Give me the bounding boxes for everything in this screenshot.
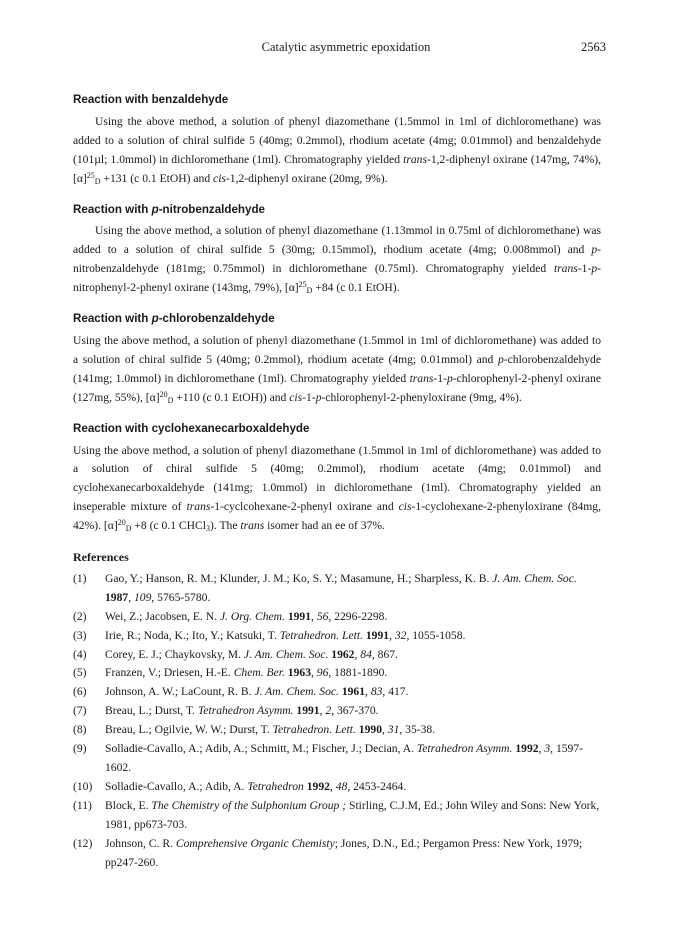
text-run: Irie, R.; Noda, K.; Ito, Y.; Katsuki, T. [105, 628, 280, 642]
text-run: p [315, 390, 322, 404]
reference-number: (2) [73, 609, 87, 623]
text-run: -chlorophenyl-2-phenyl oxirane (127mg, 55%), [α] [73, 371, 601, 404]
section-heading [73, 420, 601, 439]
superscript-text: 25 [298, 280, 307, 290]
procedure-paragraph [73, 113, 601, 189]
reference-text [105, 627, 601, 646]
text-run: -1-cyclcohexane-2-phenyl oxirane and [210, 500, 399, 514]
body-column [73, 91, 601, 872]
text-run: , [365, 685, 371, 699]
subscript-text: D [167, 395, 174, 405]
text-run: , [128, 590, 134, 604]
text-run: , [389, 628, 395, 642]
reference-text [105, 778, 601, 797]
reference-item [73, 778, 601, 797]
text-run: p [446, 371, 453, 385]
reference-text [105, 702, 601, 721]
procedure-paragraph [73, 332, 601, 408]
text-run: 84 [360, 647, 372, 661]
reaction-section [73, 91, 601, 189]
text-run: , [319, 704, 326, 718]
reference-text [105, 646, 601, 665]
text-run: 1991 [287, 609, 312, 623]
text-run: -nitrobenzaldehyde (181mg; 0.75mmol) in dichloromethane (0.75ml). Chromatography yielded [73, 243, 601, 276]
text-run: Chem. Ber. [233, 666, 285, 680]
subscript-text: D [94, 176, 101, 186]
text-run: The Chemistry of the Sulphonium Group ; [151, 798, 347, 812]
reference-text [105, 683, 601, 702]
reference-number: (1) [73, 571, 87, 585]
text-run: Tetrahedron [247, 779, 304, 793]
text-run: isomer had an ee of 37%. [264, 519, 385, 533]
text-run: Breau, L.; Durst, T. [105, 704, 198, 718]
text-run: Solladie-Cavallo, A.; Adib, A. [105, 779, 248, 793]
text-run: 96 [316, 666, 329, 680]
reference-text [105, 740, 601, 778]
text-run: , 1055-1058. [406, 628, 466, 642]
text-run: -nitrophenyl-2-phenyl oxirane (143mg, 79%), [α] [73, 262, 601, 295]
section-heading [73, 310, 601, 329]
text-run: Comprehensive Organic Chemisty [175, 836, 335, 850]
subscript-text: 3 [206, 524, 210, 534]
subscript-text: D [306, 286, 313, 296]
text-run: 32 [394, 628, 407, 642]
text-run: cis [289, 390, 303, 404]
text-run: 1987 [105, 590, 129, 604]
references-section [73, 548, 601, 872]
text-run: 1962 [331, 647, 355, 661]
text-run: , 1597-1602. [105, 742, 583, 774]
text-run: 2 [325, 704, 332, 718]
reference-item [73, 683, 601, 702]
text-run: Using the above method, a solution of phenyl diazomethane (1.5mmol in 1ml of dichloromethane) was added to a solution of chiral sulfide 5 (40mg; 0.2mmol), rhodium acetate (4mg; 0.01mmol) and [73, 333, 601, 366]
text-run: J. Am. Chem. Soc. [492, 571, 577, 585]
superscript-text: 20 [117, 518, 126, 528]
text-run: -chlorobenzaldehyde (141mg; 1.0mmol) in dichloromethane (1ml). Chromatography yielded [73, 352, 601, 385]
page-number: 2563 [581, 40, 606, 54]
heading-text: Reaction with cyclohexanecarboxaldehyde [73, 421, 310, 435]
heading-text: -nitrobenzaldehyde [158, 202, 265, 216]
heading-text: p [151, 312, 159, 326]
text-run: Using the above method, a solution of phenyl diazomethane (1.5mmol in 1ml of dichloromethane) was added to a solution of chiral sulfide 5 (40mg; 0.2mmol), rhodium acetate (4mg; 0.01mmol) and cyclohexanecarboxaldehyde (141mg; 1.0mmol) in dichloromethane (1ml). Chromatography yielded an inseperable mixture of [73, 443, 601, 514]
running-head [0, 38, 692, 56]
text-run: Tetrahedron. Lett. [279, 628, 363, 642]
reference-item [73, 740, 601, 778]
text-run: , [381, 723, 388, 737]
text-run: ). The [210, 519, 241, 533]
section-heading [73, 201, 601, 220]
text-run: -1,2-diphenyl oxirane (20mg, 9%). [225, 171, 388, 185]
text-run: p [591, 262, 598, 276]
text-run: Wei, Z.; Jacobsen, E. N. [105, 609, 220, 623]
reference-number: (4) [73, 647, 87, 661]
text-run: , 2453-2464. [347, 779, 407, 793]
text-run: , [538, 742, 545, 756]
heading-text: p [151, 202, 159, 216]
experimental-sections [73, 91, 601, 536]
text-run: +8 (c 0.1 CHCl [131, 519, 206, 533]
reference-number: (8) [73, 723, 87, 737]
text-run: , [311, 609, 317, 623]
reference-list [73, 570, 601, 873]
text-run: trans [240, 519, 265, 533]
text-run: Stirling, C.J.M, Ed.; John Wiley and Sons: New York, 1981, pp673-703. [105, 798, 600, 831]
text-run: , [354, 647, 361, 661]
text-run: , 35-38. [399, 723, 436, 737]
heading-text: -chlorobenzaldehyde [158, 312, 275, 326]
text-run: , [310, 666, 317, 680]
text-run: , 2296-2298. [328, 609, 388, 623]
text-run: 1991 [365, 628, 390, 642]
reference-item [73, 721, 601, 740]
text-run: Solladie-Cavallo, A.; Adib, A.; Schmitt, M.; Fischer, J.; Decian, A. [105, 742, 417, 756]
reference-text [105, 570, 601, 608]
text-run: Tetrahedron Asymm. [416, 742, 513, 756]
text-run: Tetrahedron. Lett. [272, 723, 356, 737]
text-run: trans [186, 500, 211, 514]
text-run: Using the above method, a solution of phenyl diazomethane (1.5mmol in 1ml of dichloromethane) was added to a solution of chiral sulfide 5 (40mg; 0.2mmol), rhodium acetate (4mg; 0.01mmol) and benzaldehyde (101µl; 1.0mmol) in dichloromethane (1ml). Chromatography yielded [73, 114, 601, 166]
reference-item [73, 627, 601, 646]
text-run: +131 (c 0.1 EtOH) and [100, 171, 214, 185]
reference-number: (12) [73, 836, 93, 850]
reference-item [73, 702, 601, 721]
reference-number: (5) [73, 666, 87, 680]
text-run: 1992 [515, 742, 539, 756]
text-run: cis [398, 500, 412, 514]
reference-number: (3) [73, 628, 87, 642]
text-run: trans [409, 371, 434, 385]
text-run: -1- [433, 371, 447, 385]
text-run: , [329, 779, 336, 793]
text-run: , 367-370. [331, 704, 379, 718]
text-run: Tetrahedron Asymm. [197, 704, 294, 718]
reference-item [73, 664, 601, 683]
text-run: 56 [316, 609, 329, 623]
reference-number: (9) [73, 742, 87, 756]
heading-text: Reaction with [73, 202, 152, 216]
running-title: Catalytic asymmetric epoxidation [261, 40, 431, 54]
text-run: -chlorophenyl-2-phenyloxirane (9mg, 4%). [321, 390, 522, 404]
text-run: Gao, Y.; Hanson, R. M.; Klunder, J. M.; Ko, S. Y.; Masamune, H.; Sharpless, K. B. [105, 571, 493, 585]
text-run: Block, E. [105, 798, 152, 812]
text-run: 1963 [287, 666, 311, 680]
text-run: Franzen, V.; Driesen, H.-E. [105, 666, 234, 680]
text-run: J. Am. Chem. Soc. [254, 685, 339, 699]
reference-item [73, 835, 601, 873]
superscript-text: 25 [86, 170, 95, 180]
superscript-text: 20 [159, 389, 168, 399]
heading-text: Reaction with benzaldehyde [73, 93, 229, 106]
reference-text [105, 835, 601, 873]
text-run: 31 [387, 723, 400, 737]
text-run: 83 [370, 685, 383, 699]
text-run: 48 [335, 779, 348, 793]
text-run: +110 (c 0.1 EtOH)) and [173, 390, 290, 404]
text-run: p [591, 243, 598, 257]
reference-item [73, 570, 601, 608]
text-run: trans [403, 152, 427, 166]
text-run: , 1881-1890. [328, 666, 388, 680]
section-heading [73, 91, 601, 110]
text-run: ; Jones, D.N., Ed.; Pergamon Press: New York, 1979; pp247-260. [105, 836, 583, 869]
text-run: Johnson, A. W.; LaCount, R. B. [105, 685, 255, 699]
reference-text [105, 608, 601, 627]
text-run: 1992 [306, 779, 330, 793]
reference-number: (6) [73, 685, 87, 699]
references-heading: References [73, 550, 129, 565]
text-run: 1961 [341, 685, 366, 699]
reaction-section [73, 420, 601, 536]
procedure-paragraph [73, 442, 601, 537]
text-run: Corey, E. J.; Chaykovsky, M. [105, 647, 244, 661]
reference-text [105, 797, 601, 835]
text-run: Breau, L.; Ogilvie, W. W.; Durst, T. [105, 723, 273, 737]
text-run: , 867. [371, 647, 398, 661]
text-run: 1991 [296, 704, 320, 718]
reference-item [73, 608, 601, 627]
text-run: cis [213, 171, 226, 185]
reference-number: (10) [73, 779, 93, 793]
text-run: , 5765-5780. [151, 590, 211, 604]
subscript-text: D [125, 524, 132, 534]
text-run: 109 [133, 590, 152, 604]
text-run: J. Org. Chem. [219, 609, 285, 623]
text-run: trans [553, 262, 578, 276]
text-run: J. Am. Chem. Soc. [243, 647, 329, 661]
reaction-section [73, 201, 601, 299]
heading-text: Reaction with [73, 312, 152, 326]
reference-item [73, 646, 601, 665]
reference-item [73, 797, 601, 835]
text-run: Johnson, C. R. [105, 836, 176, 850]
reference-text [105, 721, 601, 740]
reference-number: (7) [73, 704, 87, 718]
text-run: -1,2-diphenyl oxirane (147mg, 74%), [α] [73, 152, 601, 185]
reaction-section [73, 310, 601, 408]
text-run: Using the above method, a solution of phenyl diazomethane (1.13mmol in 0.75ml of dichloromethane) was added to a solution of chiral sulfide 5 (30mg; 0.15mmol), rhodium acetate (4mg; 0.008mmol) and [73, 224, 601, 257]
text-run: -1- [302, 390, 316, 404]
text-run: p [497, 352, 504, 366]
text-run: -1-cyclohexane-2-phenyloxirane (84mg, 42%). [α] [73, 500, 602, 533]
text-run: , 417. [382, 685, 409, 699]
text-run: -1- [577, 262, 592, 276]
reference-number: (11) [73, 798, 92, 812]
text-run: +84 (c 0.1 EtOH). [312, 281, 400, 295]
text-run: 1990 [358, 723, 382, 737]
text-run: 3 [544, 742, 551, 756]
reference-text [105, 664, 601, 683]
procedure-paragraph [73, 222, 601, 298]
